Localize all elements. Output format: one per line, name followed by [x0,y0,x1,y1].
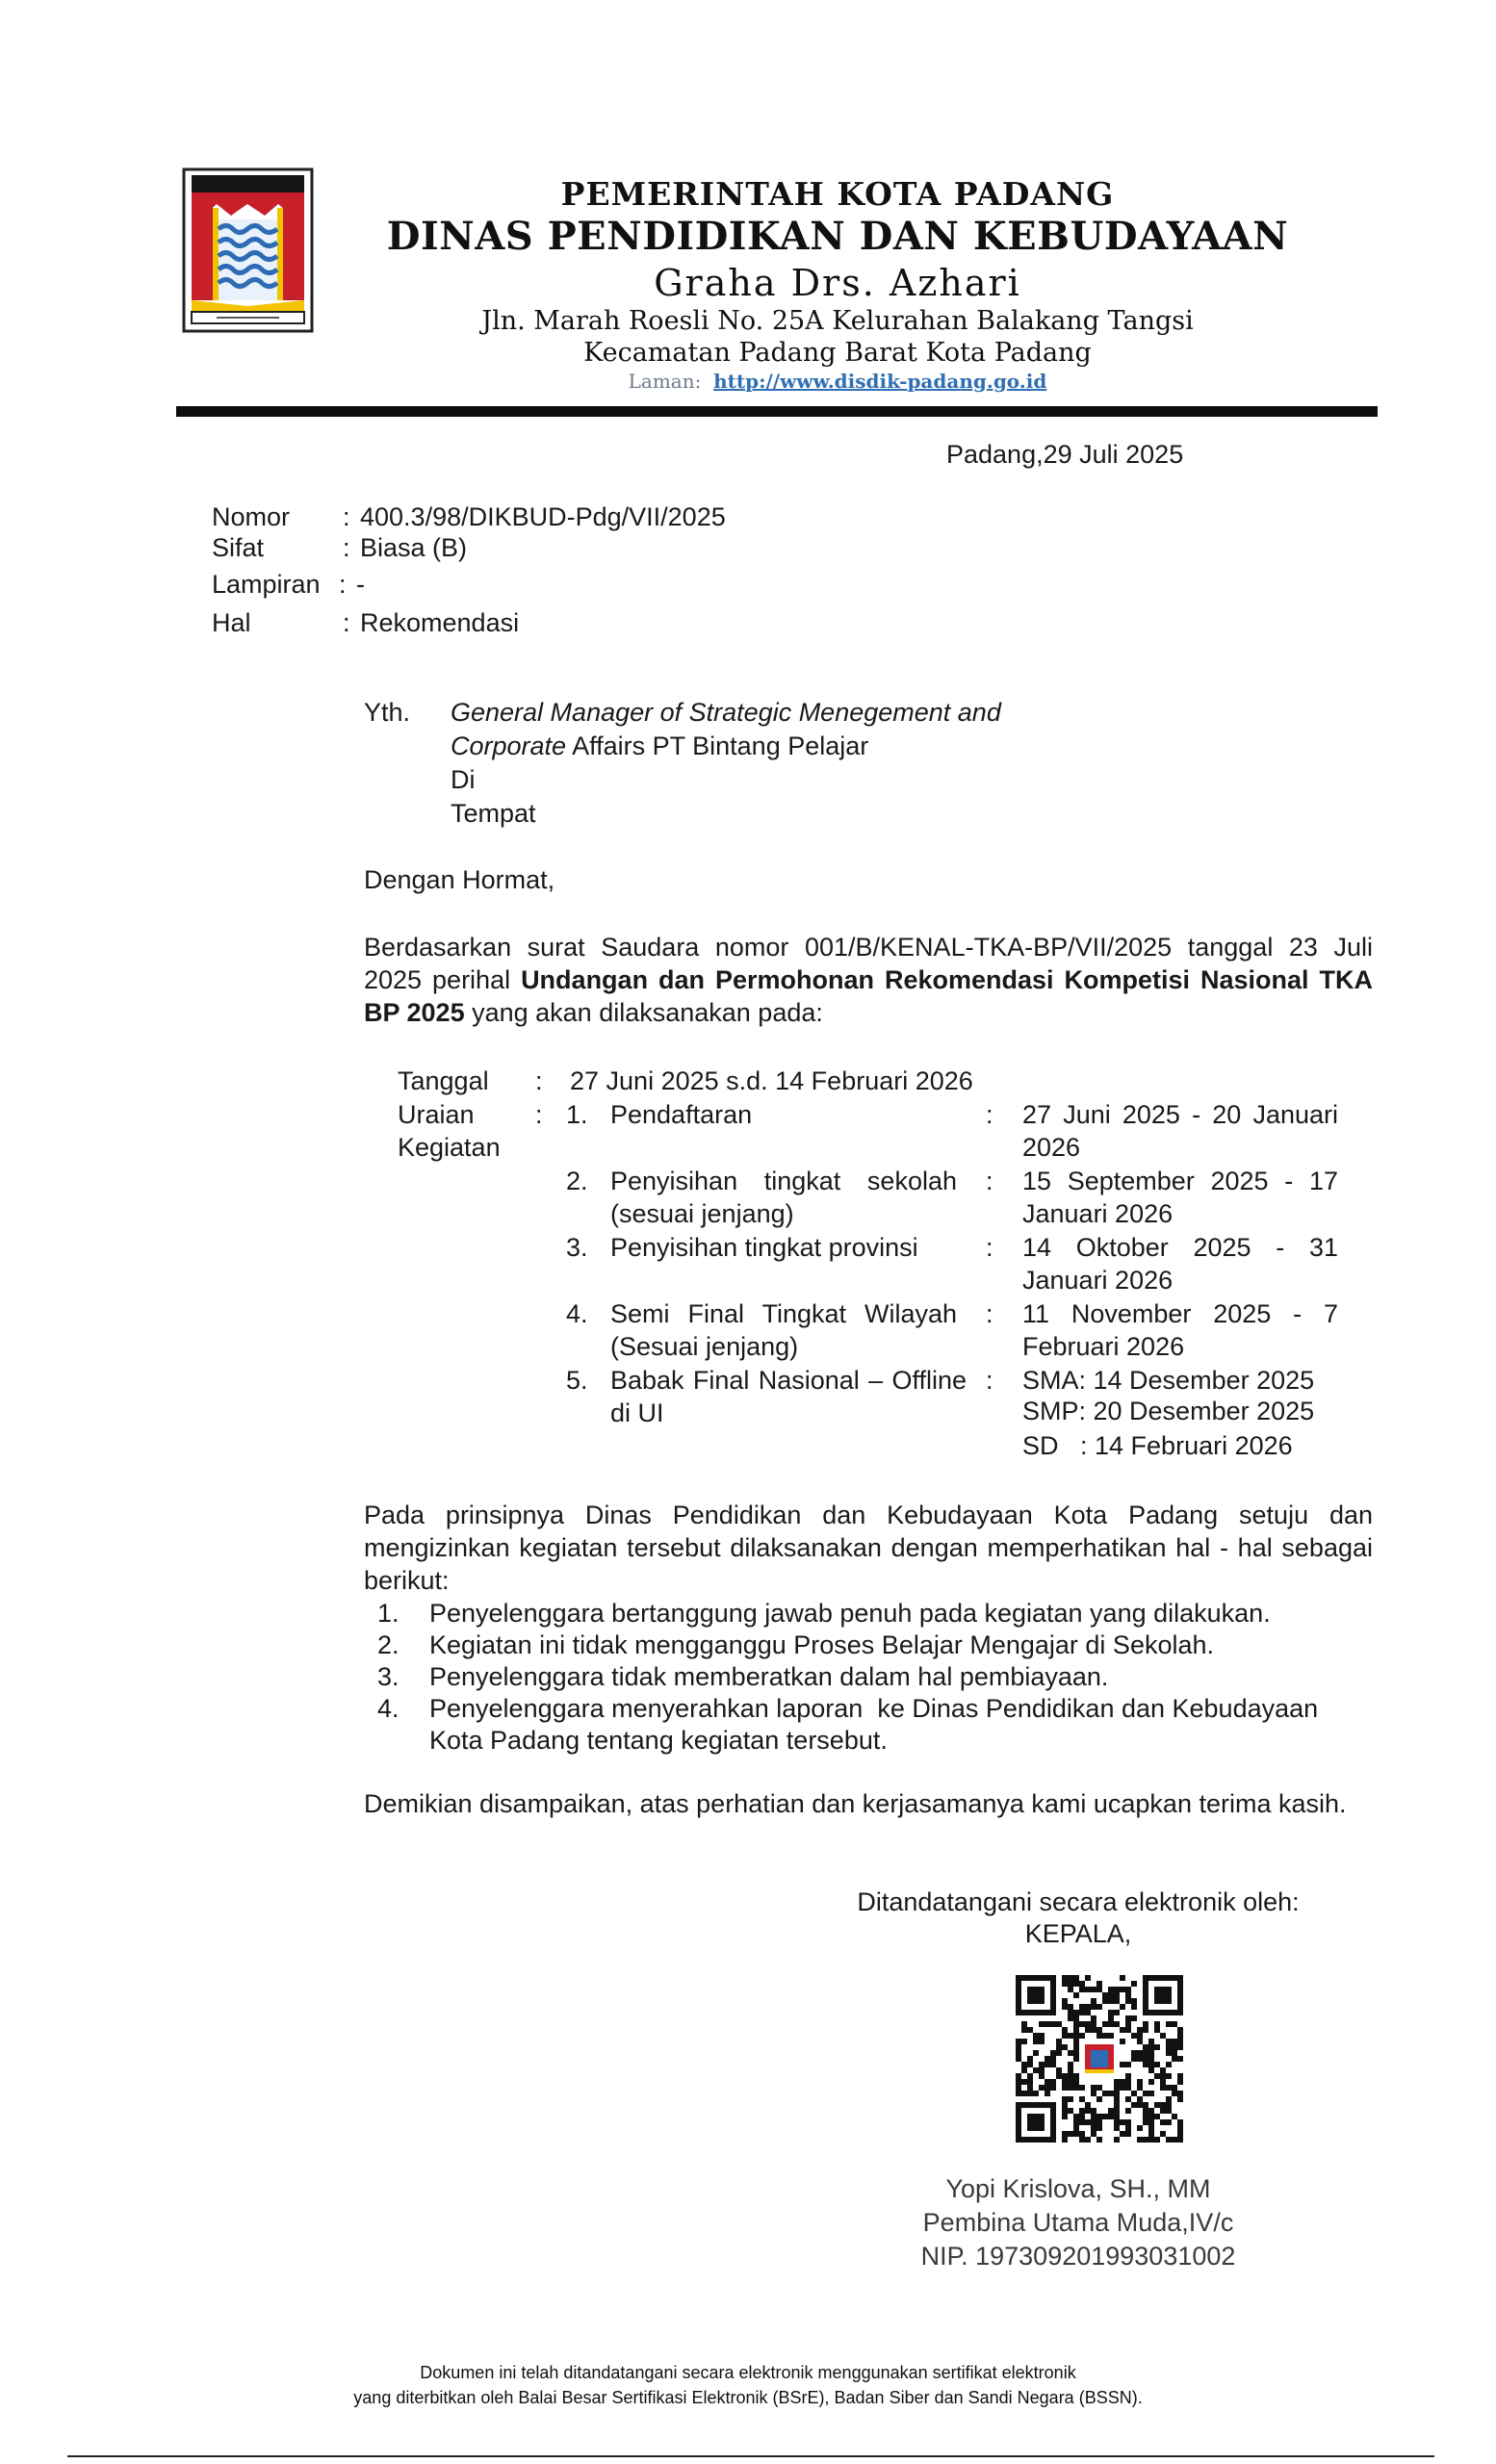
principle-paragraph: Pada prinsipnya Dinas Pendidikan dan Kebudayaan Kota Padang setuju dan mengizinkan kegiatan tersebut dilaksanakan dengan memperhatikan hal - hal sebagai berikut: [364,1501,1373,1595]
agenda-colon: : [986,1100,993,1129]
meta-value-lampiran: - [356,570,365,599]
intro-paragraph [364,931,1373,1029]
letterhead-website [356,370,1319,393]
addressee-line-3: Di [451,765,476,794]
website-label: Laman: [628,370,702,393]
city-emblem-logo [178,166,318,335]
agenda-item-activity: Penyisihan tingkat sekolah (sesuai jenjang) [610,1167,957,1228]
addressee-line-4: Tempat [451,799,536,828]
letterhead-building-name: Graha Drs. Azhari [654,262,1021,304]
agenda-item-number: 5. [566,1366,588,1395]
condition-text: Kegiatan ini tidak mengganggu Proses Belajar Mengajar di Sekolah. [429,1630,1215,1659]
agenda-colon: : [535,1100,543,1129]
meta-value-sifat: Biasa (B) [360,533,468,562]
signature-position: KEPALA, [1024,1919,1132,1948]
condition-text: Penyelenggara menyerahkan laporan ke Dinas Pendidikan dan Kebudayaan [429,1694,1319,1723]
meta-value-hal: Rekomendasi [360,608,520,637]
condition-number: 3. [377,1662,400,1691]
closing-paragraph: Demikian disampaikan, atas perhatian dan kerjasamanya kami ucapkan terima kasih. [364,1789,1347,1818]
letter-date: Padang,29 Juli 2025 [946,440,1184,469]
agenda-uraian-label: Uraian [398,1100,475,1129]
agenda-item-date: 14 Oktober 2025 - 31 Januari 2026 [1022,1233,1338,1295]
salutation: Yth. [364,698,411,727]
agenda-colon: : [986,1366,993,1395]
intro-text-1: Berdasarkan surat Saudara nomor 001/B/KENAL-TKA-BP/VII/2025 tanggal 23 Juli 2025 perihal [364,933,1373,994]
condition-text: Penyelenggara bertanggung jawab penuh pada kegiatan yang dilakukan. [429,1599,1271,1628]
agenda-colon: : [986,1299,993,1328]
agenda-tanggal-label: Tanggal [398,1066,489,1095]
meta-colon: : [343,533,350,562]
agenda-item-number: 1. [566,1100,588,1129]
greeting: Dengan Hormat, [364,865,555,894]
meta-label: Sifat [212,533,265,562]
condition-text-continued: Kota Padang tentang kegiatan tersebut. [429,1726,888,1755]
addressee-line-2-italic: Corporate [451,732,567,760]
footer-line-1: Dokumen ini telah ditandatangani secara elektronik menggunakan sertifikat elektronik [420,2363,1076,2382]
signatory-name: Yopi Krislova, SH., MM [945,2174,1211,2203]
meta-colon: : [343,502,350,531]
condition-number: 2. [377,1630,400,1659]
letterhead-office-name: DINAS PENDIDIKAN DAN KEBUDAYAAN [386,214,1289,259]
footer-divider [67,2455,1434,2457]
footer-line-2: yang diterbitkan oleh Balai Besar Sertifikasi Elektronik (BSrE), Badan Siber dan Sandi Negara (BSSN). [353,2388,1143,2407]
agenda-item-date: 15 September 2025 - 17 Januari 2026 [1022,1167,1338,1228]
agenda-item-activity: Penyisihan tingkat provinsi [610,1233,918,1262]
agenda-item-number: 3. [566,1233,588,1262]
agenda-item-date: 27 Juni 2025 - 20 Januari 2026 [1022,1100,1338,1162]
agenda-item-activity: Semi Final Tingkat Wilayah (Sesuai jenjang) [610,1299,957,1361]
agenda-item-number: 2. [566,1167,588,1195]
meta-colon: : [343,608,350,637]
letterhead-address-line-2: Kecamatan Padang Barat Kota Padang [583,338,1092,368]
addressee-line-1: General Manager of Strategic Menegement and [451,698,1001,727]
condition-text: Penyelenggara tidak memberatkan dalam hal pembiayaan. [429,1662,1109,1691]
agenda-colon: : [535,1066,543,1095]
condition-number: 4. [377,1694,400,1723]
agenda-final-sd: SD : 14 Februari 2026 [1022,1431,1293,1460]
signature-note: Ditandatangani secara elektronik oleh: [857,1887,1300,1916]
intro-subject: Undangan dan Permohonan Rekomendasi Kompetisi Nasional TKA BP 2025 [364,965,1373,1027]
meta-colon: : [339,570,347,599]
signatory-nip: NIP. 197309201993031002 [920,2242,1236,2271]
signatory-rank: Pembina Utama Muda,IV/c [922,2208,1234,2237]
website-link[interactable]: http://www.disdik-padang.go.id [713,370,1047,393]
addressee-line-2 [451,730,868,762]
agenda-item-activity: Pendaftaran [610,1100,753,1129]
meta-label: Nomor [212,502,291,531]
agenda-colon: : [986,1167,993,1195]
meta-label: Lampiran [212,570,321,599]
letterhead-address-line-1: Jln. Marah Roesli No. 25A Kelurahan Balakang Tangsi [481,306,1194,336]
agenda-colon: : [986,1233,993,1262]
meta-label: Hal [212,608,251,637]
agenda-item-date: 11 November 2025 - 7 Februari 2026 [1022,1299,1338,1361]
letterhead-divider [176,406,1378,417]
agenda-kegiatan-label: Kegiatan [398,1133,501,1162]
addressee-line-2-rest: Affairs PT Bintang Pelajar [566,732,869,760]
agenda-final-smp: SMP: 20 Desember 2025 [1022,1397,1315,1425]
agenda-tanggal-value: 27 Juni 2025 s.d. 14 Februari 2026 [570,1066,973,1095]
meta-value-nomor: 400.3/98/DIKBUD-Pdg/VII/2025 [360,502,726,531]
agenda-final-sma: SMA: 14 Desember 2025 [1022,1366,1315,1395]
condition-number: 1. [377,1599,400,1628]
signature-qr-code [1016,1975,1183,2143]
agenda-item-activity: Babak Final Nasional – Offline di UI [610,1366,967,1427]
intro-text-2: yang akan dilaksanakan pada: [464,998,823,1027]
agenda-item-number: 4. [566,1299,588,1328]
letterhead-government-name: PEMERINTAH KOTA PADANG [560,175,1115,213]
